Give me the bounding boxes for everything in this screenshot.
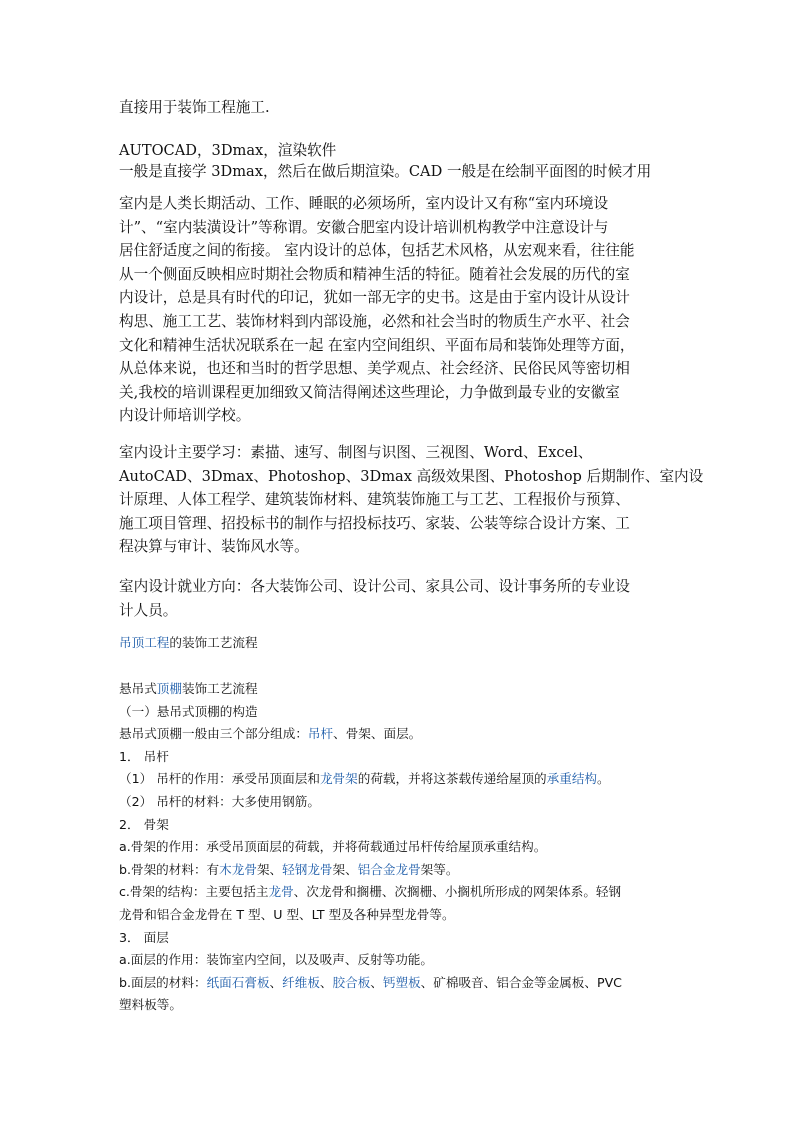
ceiling-section-heading: 吊顶工程的装饰工艺流程 [119,635,258,650]
paragraph-line: 计人员。 [119,601,178,619]
frame-heading: 2． 骨架 [119,816,169,832]
ceiling-engineering-link[interactable]: 吊顶工程 [119,635,170,650]
wood-keel-link[interactable]: 木龙骨 [219,861,257,877]
frame-material: b.骨架的材料：有木龙骨架、轻钢龙骨架、铝合金龙骨架等。 [119,861,459,877]
intro-line-3: 一般是直接学 3Dmax，然后在做后期渲染。CAD 一般是在绘制平面图的时候才用 [119,163,652,180]
load-bearing-structure-link[interactable]: 承重结构 [546,771,597,787]
intro-line-2: AUTOCAD，3Dmax，渲染软件 [119,142,337,159]
paragraph-line: AutoCAD、3Dmax、Photoshop、3Dmax 高级效果图、Photoshop 后期制作、室内设 [119,467,704,485]
frame-function: a.骨架的作用：承受吊顶面层的荷载，并将荷载通过吊杆传给屋顶承重结构。 [119,839,547,855]
paragraph-line: 计原理、人体工程学、建筑装饰材料、建筑装饰施工与工艺、工程报价与预算、 [119,491,630,509]
frame-structure: c.骨架的结构：主要包括主龙骨、次龙骨和搁栅、次搁栅、小搁机所形成的网架体系。轻钢 [119,884,622,900]
keel-link[interactable]: 龙骨 [268,884,294,900]
surface-material: b.面层的材料：纸面石膏板、纤维板、胶合板、钙塑板、矿棉吸音、铝合金等金属板、PVC [119,974,622,990]
intro-line-1: 直接用于装饰工程施工. [119,99,270,116]
light-steel-keel-link[interactable]: 轻钢龙骨 [282,861,333,877]
paragraph-line: 从总体来说，也还和当时的哲学思想、美学观点、社会经济、民俗民风等密切相 [119,360,630,378]
frame-structure-continued: 龙骨和铝合金龙骨在 T 型、U 型、LT 型及各种异型龙骨等。 [119,907,455,922]
suspended-ceiling-title: 悬吊式顶棚装饰工艺流程 [119,681,258,696]
paragraph-line: 从一个侧面反映相应时期社会物质和精神生活的特征。随着社会发展的历代的室 [119,265,630,283]
hanger-rod-link[interactable]: 吊杆 [307,726,334,742]
paragraph-line: 程决算与审计、装饰风水等。 [119,538,309,556]
paragraph-line: 构思、施工工艺、装饰材料到内部设施，必然和社会当时的物质生产水平、社会 [119,313,630,330]
paragraph-line: 室内是人类长期活动、工作、睡眠的必须场所，室内设计又有称“室内环境设 [119,195,609,212]
paragraph-line: 文化和精神生活状况联系在一起 在室内空间组织、平面布局和装饰处理等方面， [119,336,635,354]
paragraph-line: 居住舒适度之间的衔接。 室内设计的总体，包括艺术风格，从宏观来看，往往能 [119,242,635,260]
calcium-plastic-board-link[interactable]: 钙塑板 [382,974,421,990]
paragraph-line: 室内设计就业方向：各大装饰公司、设计公司、家具公司、设计事务所的专业设 [119,578,630,595]
hanger-rod-material: （2） 吊杆的材料：大多使用钢筋。 [119,794,320,809]
surface-function: a.面层的作用：装饰室内空间，以及吸声、反射等功能。 [119,952,433,968]
plywood-link[interactable]: 胶合板 [332,974,371,990]
paragraph-line: 内设计师培训学校。 [119,407,251,425]
surface-heading: 3． 面层 [119,929,169,945]
surface-material-continued: 塑料板等。 [119,997,182,1013]
gypsum-board-link[interactable]: 纸面石膏板 [206,974,270,990]
paragraph-line: 关,我校的培训课程更加细致又简洁得阐述这些理论，力争做到最专业的安徽室 [119,383,620,401]
paragraph-line: 室内设计主要学习：素描、速写、制图与识图、三视图、Word、Excel、 [119,444,593,461]
construction-subheading: （一）悬吊式顶棚的构造 [119,703,258,719]
hanger-rod-heading: 1． 吊杆 [119,748,169,764]
aluminum-keel-link[interactable]: 铝合金龙骨 [357,861,421,877]
hanger-rod-function: （1） 吊杆的作用：承受吊顶面层和龙骨架的荷载，并将这茶载传递给屋顶的承重结构。 [119,771,610,787]
paragraph-line: 施工项目管理、招投标书的制作与招投标技巧、家装、公装等综合设计方案、工 [119,514,630,532]
components-line: 悬吊式顶棚一般由三个部分组成：吊杆、骨架、面层。 [119,726,422,742]
keel-frame-link[interactable]: 龙骨架 [319,771,358,787]
ceiling-link[interactable]: 顶棚 [156,681,182,696]
fiberboard-link[interactable]: 纤维板 [282,974,320,990]
paragraph-line: 内设计，总是具有时代的印记，犹如一部无字的史书。这是由于室内设计从设计 [119,289,630,307]
paragraph-line: 计”、“室内装潢设计”等称谓。安徽合肥室内设计培训机构教学中注意设计与 [119,218,609,236]
